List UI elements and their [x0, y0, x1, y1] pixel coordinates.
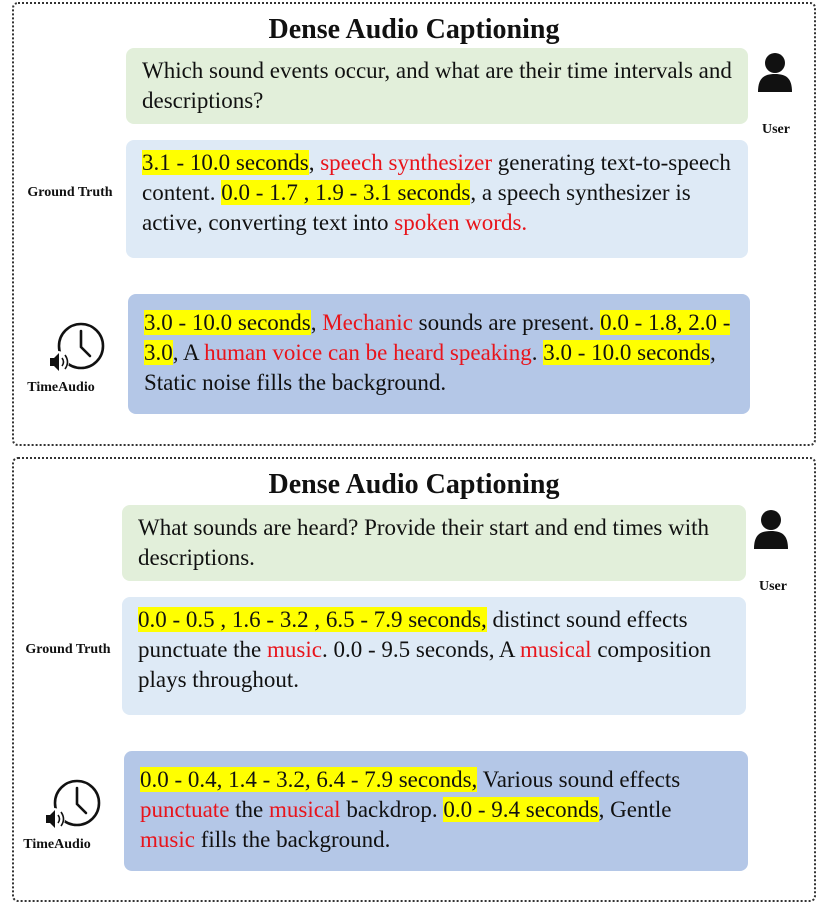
caption-text: , A: [172, 340, 205, 365]
model-output-bubble: [128, 294, 750, 414]
model-output-text: [144, 310, 730, 395]
caption-text: ,: [308, 150, 321, 175]
clock-speaker-icon: [40, 775, 102, 837]
user-question-bubble: [126, 48, 748, 124]
emphasized-phrase: human voice can be heard speaking: [204, 340, 532, 365]
ground-truth-label: Ground Truth: [25, 642, 111, 657]
emphasized-phrase: music: [140, 827, 195, 852]
ground-truth-bubble: [126, 140, 748, 258]
caption-text: . 0.0 - 9.5 seconds, A: [321, 637, 521, 662]
time-interval-highlight: 3.1 - 10.0 seconds: [142, 150, 309, 175]
model-label: TimeAudio: [27, 380, 95, 395]
time-interval-highlight: 0.0 - 0.4, 1.4 - 3.2, 6.4 - 7.9 seconds,: [140, 767, 478, 792]
emphasized-phrase: music: [267, 637, 322, 662]
user-question: Which sound events occur, and what are their time intervals and descriptions?: [142, 58, 732, 113]
ground-truth-label: Ground Truth: [27, 185, 113, 200]
emphasized-phrase: musical: [269, 797, 341, 822]
ground-truth-bubble: [122, 597, 746, 715]
panel-title: Dense Audio Captioning: [268, 469, 560, 500]
caption-text: , a speech synthesizer is active, converting text into: [142, 180, 691, 235]
caption-text: the: [229, 797, 270, 822]
emphasized-phrase: musical: [520, 637, 592, 662]
caption-text: sounds are present.: [412, 310, 601, 335]
ground-truth-text: [138, 607, 711, 692]
example-panel-1: [12, 2, 816, 446]
user-icon: [758, 52, 792, 92]
model-label: TimeAudio: [23, 837, 91, 852]
emphasized-phrase: speech synthesizer: [320, 150, 493, 175]
caption-text: ,: [310, 310, 323, 335]
user-label: User: [759, 579, 787, 594]
clock-speaker-icon: [44, 318, 106, 380]
model-output-bubble: [124, 751, 748, 871]
caption-text: .: [531, 340, 544, 365]
time-interval-highlight: 0.0 - 1.7 , 1.9 - 3.1 seconds: [221, 180, 471, 205]
caption-text: distinct sound effects punctuate the: [138, 607, 688, 662]
caption-text: composition plays throughout.: [138, 637, 712, 692]
caption-text: generating text-to-speech content.: [142, 150, 731, 205]
model-output-text: [140, 767, 680, 852]
emphasized-phrase: punctuate: [140, 797, 230, 822]
user-icon: [754, 509, 788, 549]
time-interval-highlight: 0.0 - 1.8, 2.0 - 3.0: [144, 310, 731, 365]
panel-title: Dense Audio Captioning: [268, 14, 560, 45]
emphasized-phrase: Mechanic: [322, 310, 413, 335]
caption-text: , Gentle: [598, 797, 672, 822]
time-interval-highlight: 0.0 - 9.4 seconds: [443, 797, 599, 822]
user-question-bubble: [122, 505, 746, 581]
caption-text: fills the background.: [194, 827, 391, 852]
ground-truth-text: [142, 150, 731, 235]
user-question: What sounds are heard? Provide their start and end times with descriptions.: [138, 515, 710, 570]
user-label: User: [762, 122, 790, 137]
caption-text: backdrop.: [340, 797, 444, 822]
example-panel-2: [12, 457, 816, 902]
emphasized-phrase: spoken words.: [394, 210, 528, 235]
time-interval-highlight: 3.0 - 10.0 seconds: [144, 310, 311, 335]
caption-text: Various sound effects: [477, 767, 681, 792]
caption-text: , Static noise fills the background.: [144, 340, 716, 395]
time-interval-highlight: 0.0 - 0.5 , 1.6 - 3.2 , 6.5 - 7.9 seconds,: [138, 607, 487, 632]
time-interval-highlight: 3.0 - 10.0 seconds: [543, 340, 710, 365]
